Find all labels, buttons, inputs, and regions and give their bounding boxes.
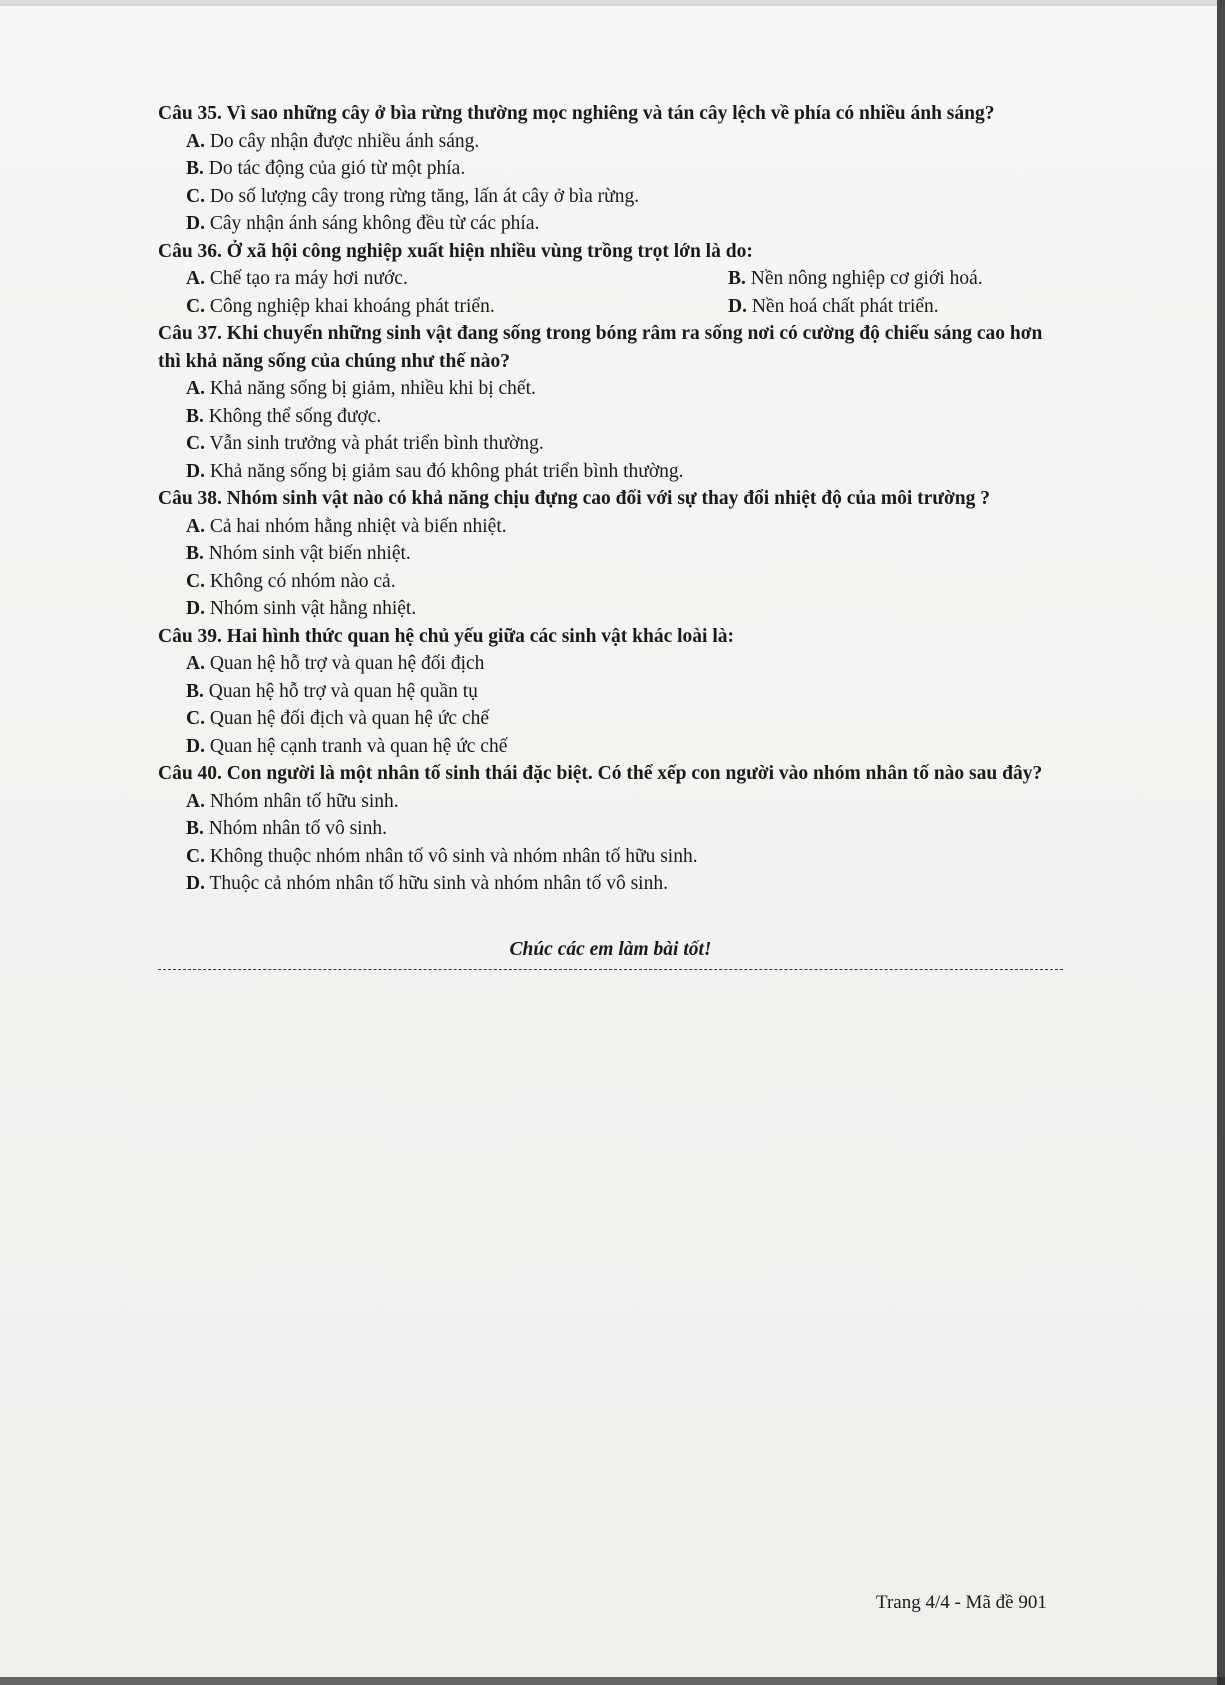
question-40 (158, 760, 1063, 898)
option-c: C. Do số lượng cây trong rừng tăng, lấn át cây ở bìa rừng. (186, 185, 640, 207)
dashed-divider (158, 969, 1063, 970)
question-38 (158, 485, 1063, 623)
option-b: B. Không thể sống được. (186, 405, 382, 427)
option-b: B. Nền nông nghiệp cơ giới hoá. (728, 268, 983, 289)
option-d: D. Thuộc cả nhóm nhân tố hữu sinh và nhóm nhân tố vô sinh. (186, 873, 668, 894)
option-c: C. Không có nhóm nào cả. (186, 570, 396, 592)
option-a: A. Quan hệ hỗ trợ và quan hệ đối địch (186, 653, 485, 674)
option-c: C. Vẫn sinh trưởng và phát triển bình thường. (186, 433, 544, 454)
option-b: B. Do tác động của gió từ một phía. (186, 158, 466, 179)
scan-edge-top (0, 0, 1225, 6)
page-footer: Trang 4/4 - Mã đề 901 (876, 1592, 1047, 1613)
question-title: Câu 36. Ở xã hội công nghiệp xuất hiện nhiều vùng trồng trọt lớn là do: (158, 240, 753, 262)
option-d: D. Cây nhận ánh sáng không đều từ các phía. (186, 213, 540, 234)
question-title: Câu 40. Con người là một nhân tố sinh thái đặc biệt. Có thể xếp con người vào nhóm nhân tố nào sau đây? (158, 763, 1043, 784)
question-37 (158, 320, 1063, 485)
exam-content (158, 100, 1063, 970)
question-35 (158, 100, 1063, 238)
option-c: C. Quan hệ đối địch và quan hệ ức chế (186, 708, 489, 729)
question-title: Câu 39. Hai hình thức quan hệ chủ yếu giữa các sinh vật khác loài là: (158, 625, 735, 647)
question-39 (158, 623, 1063, 761)
scan-edge-bottom (0, 1677, 1225, 1685)
scan-edge-right (1217, 0, 1225, 1685)
question-title: Câu 38. Nhóm sinh vật nào có khả năng chịu đựng cao đối với sự thay đổi nhiệt độ của môi trường ? (158, 488, 990, 509)
option-d: D. Nền hoá chất phát triển. (728, 295, 939, 317)
question-36 (158, 238, 1063, 321)
option-a: A. Chế tạo ra máy hơi nước. (186, 268, 408, 289)
option-row (186, 265, 1063, 293)
option-c: C. Không thuộc nhóm nhân tố vô sinh và nhóm nhân tố hữu sinh. (186, 845, 698, 867)
option-d: D. Quan hệ cạnh tranh và quan hệ ức chế (186, 735, 508, 757)
option-a: A. Do cây nhận được nhiều ánh sáng. (186, 130, 480, 152)
option-d: D. Khả năng sống bị giảm sau đó không phát triển bình thường. (186, 460, 684, 482)
option-b: B. Quan hệ hỗ trợ và quan hệ quần tụ (186, 680, 478, 702)
question-title: Câu 37. Khi chuyển những sinh vật đang sống trong bóng râm ra sống nơi có cường độ chiếu sáng cao hơn thì khả năng sống của chúng như thế nào? (158, 323, 1043, 372)
option-row (186, 293, 1063, 321)
option-a: A. Nhóm nhân tố hữu sinh. (186, 790, 399, 812)
option-a: A. Khả năng sống bị giảm, nhiều khi bị chết. (186, 378, 536, 399)
option-a: A. Cả hai nhóm hằng nhiệt và biến nhiệt. (186, 515, 507, 537)
option-b: B. Nhóm sinh vật biến nhiệt. (186, 543, 411, 564)
question-title: Câu 35. Vì sao những cây ở bìa rừng thường mọc nghiêng và tán cây lệch về phía có nhiều ánh sáng? (158, 103, 995, 124)
option-c: C. Công nghiệp khai khoáng phát triển. (186, 295, 495, 317)
closing-message: Chúc các em làm bài tốt! (509, 938, 712, 960)
option-b: B. Nhóm nhân tố vô sinh. (186, 818, 387, 839)
option-d: D. Nhóm sinh vật hằng nhiệt. (186, 598, 417, 619)
